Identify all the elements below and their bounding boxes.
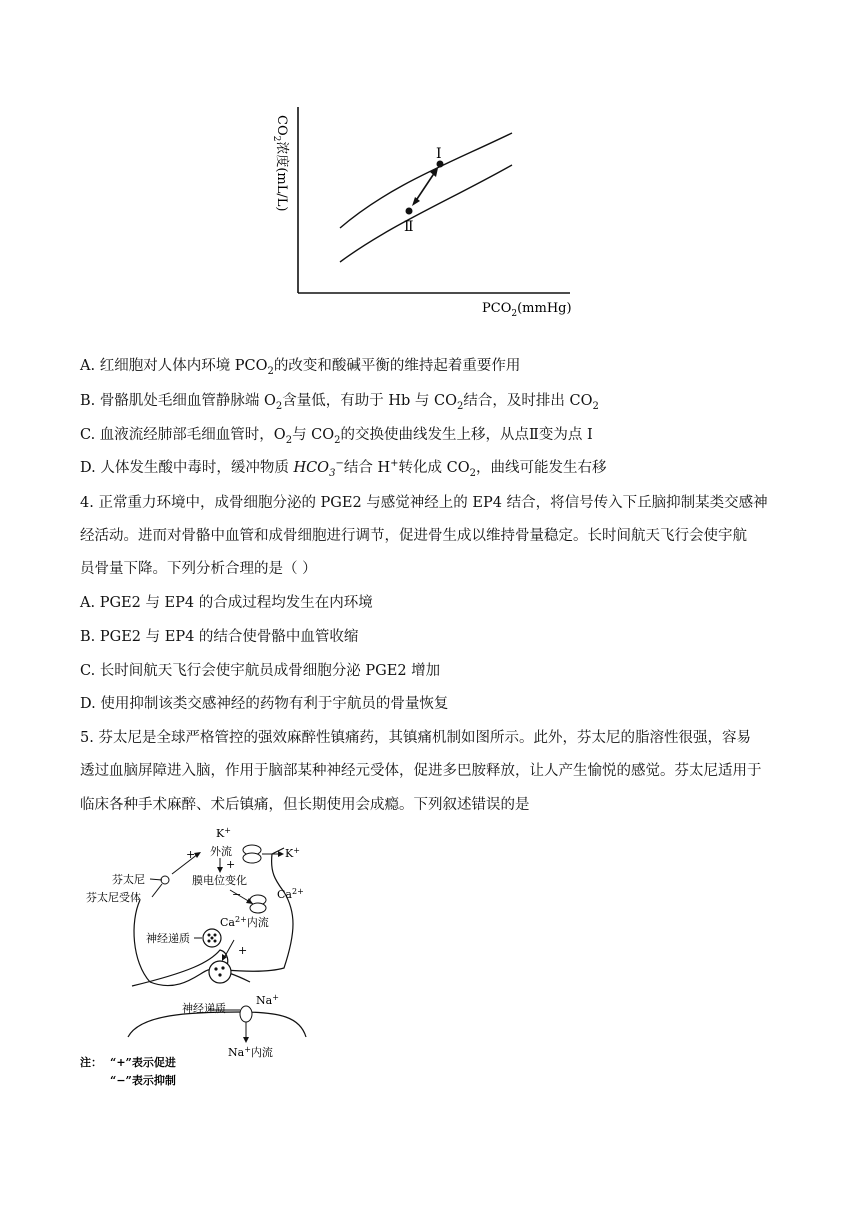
label-minus: −	[232, 888, 242, 901]
q3-option-c: C. 血液流经肺部毛细血管时，$O_2$与 $CO_2$的交换使曲线发生上移，从点Ⅱ变为点 Ⅰ	[80, 427, 593, 446]
arrowhead	[243, 1037, 249, 1043]
q3-option-d: D. 人体发生酸中毒时，缓冲物质 $HCO_3^-$结合 H+转化成 $CO_2$，曲线可能发生右移	[80, 458, 607, 479]
q4-option-b: B. PGE2 与 EP4 的结合使骨骼中血管收缩	[80, 629, 359, 645]
label-plus-1: +	[186, 848, 196, 861]
note-promote: “+”表示促进	[110, 1056, 176, 1069]
q4-stem-line-1: 4. 正常重力环境中，成骨细胞分泌的 PGE2 与感觉神经上的 EP4 结合，将信号传入下丘脑抑制某类交感神	[80, 495, 768, 511]
note-inhibit: “−”表示抑制	[110, 1074, 176, 1087]
q4-stem-line-2: 经活动。进而对骨骼中血管和成骨细胞进行调节，促进骨生成以维持骨量稳定。长时间航天飞行会使宇航	[80, 528, 747, 544]
co2-graph	[260, 95, 600, 325]
vesicle-dot	[218, 973, 221, 976]
label-receptor: 芬太尼受体	[86, 891, 141, 904]
label-k-right: K+	[285, 846, 300, 860]
k-channel-lower	[243, 853, 261, 863]
graph-y-label: $CO_2$浓度(mL/L)	[271, 115, 289, 212]
note-label: 注：	[80, 1056, 102, 1069]
label-ca-in: $Ca^{2+}$内流	[220, 915, 269, 929]
vesicle-dot	[214, 934, 217, 937]
label-ca-right: $Ca^{2+}$	[277, 887, 304, 901]
label-k-top: K+	[216, 826, 231, 840]
label-fentanyl: 芬太尼	[112, 873, 145, 886]
fentanyl-receptor-icon	[161, 876, 169, 884]
vesicle-dot	[208, 934, 211, 937]
postsynaptic-membrane	[128, 1012, 306, 1037]
q4-option-c: C. 长时间航天飞行会使宇航员成骨细胞分泌 PGE2 增加	[80, 663, 441, 679]
label-neurotransmitter-2: 神经递质	[182, 1002, 226, 1015]
q4-option-a: A. PGE2 与 EP4 的合成过程均发生在内环境	[80, 595, 373, 611]
vesicle-dot	[214, 940, 217, 943]
label-plus-2: +	[226, 858, 236, 871]
vesicle-dot	[211, 937, 214, 940]
leader-fentanyl	[150, 879, 162, 880]
leader-receptor	[152, 884, 162, 897]
label-neurotransmitter-1: 神经递质	[146, 932, 190, 945]
arrowhead	[217, 867, 223, 873]
q3-option-b: B. 骨骼肌处毛细血管静脉端 $O_2$含量低，有助于 Hb 与 $CO_2$结合，及时排出 $CO_2$	[80, 393, 599, 412]
q5-stem-line-3: 临床各种手术麻醉、术后镇痛，但长期使用会成瘾。下列叙述错误的是	[80, 797, 530, 813]
q3-option-a: A. 红细胞对人体内环境 $PCO_2$的改变和酸碱平衡的维持起着重要作用	[80, 358, 521, 377]
arrow-ca-to-vesicle	[224, 940, 234, 958]
graph-curve-lower	[340, 165, 512, 262]
fentanyl-synapse-diagram	[70, 822, 330, 1097]
graph-arrowhead-down	[412, 197, 420, 206]
label-membrane-change: 膜电位变化	[192, 874, 247, 887]
graph-point-1-label: Ⅰ	[436, 146, 442, 162]
q5-stem-line-2: 透过血脑屏障进入脑，作用于脑部某种神经元受体，促进多巴胺释放，让人产生愉悦的感觉。芬太尼适用于	[80, 763, 762, 779]
label-na-top: Na+	[256, 993, 279, 1007]
release-vesicle	[209, 961, 231, 983]
label-na-in: Na+内流	[228, 1045, 273, 1059]
vesicle-dot	[214, 967, 217, 970]
graph-point-2	[406, 208, 413, 215]
na-channel	[240, 1006, 252, 1022]
vesicle-dot	[221, 966, 224, 969]
arrowhead	[278, 851, 284, 857]
graph-curve-upper	[340, 133, 512, 228]
graph-double-arrow	[415, 172, 435, 202]
graph-x-label: $PCO_2(mmHg)$	[482, 301, 572, 319]
q4-option-d: D. 使用抑制该类交感神经的药物有利于宇航员的骨量恢复	[80, 696, 449, 712]
q5-stem-line-1: 5. 芬太尼是全球严格管控的强效麻醉性镇痛药，其镇痛机制如图所示。此外，芬太尼的脂溶性很强，容易	[80, 730, 751, 746]
label-efflux: 外流	[210, 845, 232, 858]
vesicle-dot	[208, 940, 211, 943]
graph-point-2-label: Ⅱ	[404, 219, 414, 235]
ca-channel-lower	[250, 903, 266, 913]
label-plus-3: +	[238, 944, 248, 957]
q4-stem-line-3: 员骨量下降。下列分析合理的是（ ）	[80, 561, 317, 577]
